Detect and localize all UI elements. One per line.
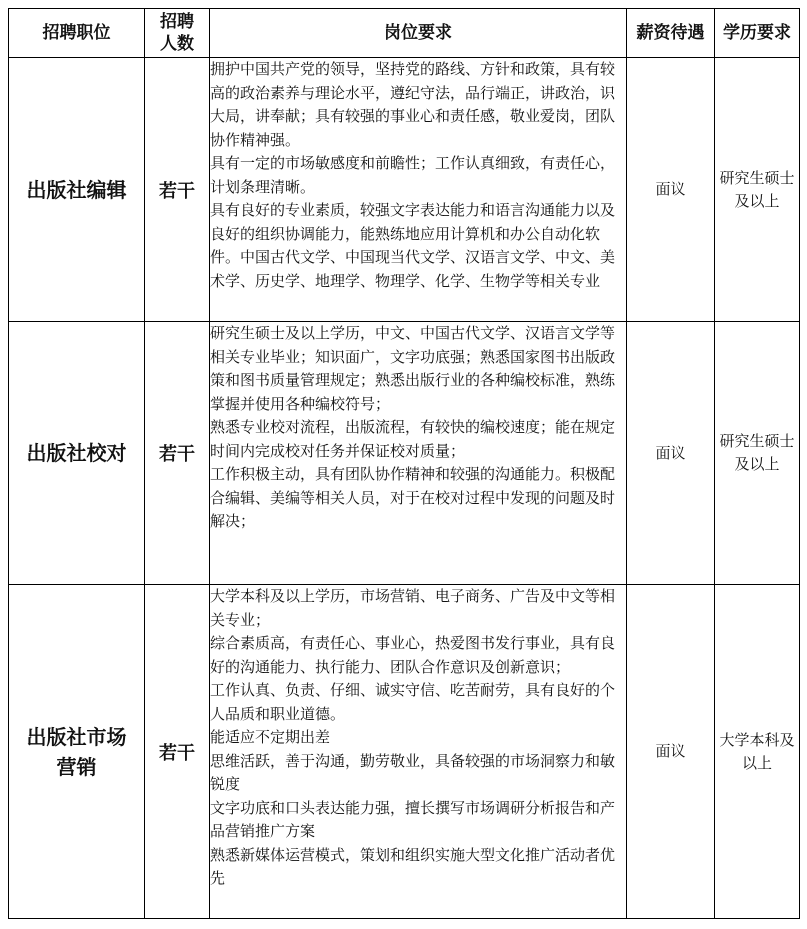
requirement-item: 具有良好的专业素质，较强文字表达能力和语言沟通能力以及良好的组织协调能力，能熟练地应用计算机和办公自动化软件。中国古代文学、中国现当代文学、汉语言文学、中文、美术学、历史学、地理学、物理学、化学、生物学等相关专业 [210, 201, 616, 290]
position-cell: 出版社校对 [9, 322, 145, 585]
header-row [9, 9, 800, 58]
header-position: 招聘职位 [9, 9, 145, 58]
position-cell: 出版社市场营销 [9, 585, 145, 919]
education-cell: 大学本科及以上 [715, 585, 800, 919]
education-cell: 研究生硕士及以上 [715, 322, 800, 585]
requirement-item: 工作认真、负责、仔细、诚实守信、吃苦耐劳，具有良好的个人品质和职业道德。 [210, 681, 616, 723]
salary-cell: 面议 [627, 58, 715, 322]
requirement-item: 能适应不定期出差 [210, 728, 331, 746]
count-cell: 若干 [145, 58, 210, 322]
header-count: 招聘人数 [145, 9, 210, 58]
education-cell: 研究生硕士及以上 [715, 58, 800, 322]
table-row [9, 585, 800, 919]
requirement-item: 具有一定的市场敏感度和前瞻性；工作认真细致，有责任心，计划条理清晰。 [210, 154, 616, 196]
position-cell: 出版社编辑 [9, 58, 145, 322]
recruitment-table [8, 8, 800, 919]
requirement-item: 熟悉新媒体运营模式，策划和组织实施大型文化推广活动者优先 [210, 845, 616, 887]
requirements-cell [210, 585, 627, 919]
header-requirements: 岗位要求 [210, 9, 627, 58]
count-cell: 若干 [145, 585, 210, 919]
header-education: 学历要求 [715, 9, 800, 58]
table-row [9, 58, 800, 322]
salary-cell: 面议 [627, 585, 715, 919]
requirements-cell [210, 322, 627, 585]
table-row [9, 322, 800, 585]
requirements-cell [210, 58, 627, 322]
requirement-item: 文字功底和口头表达能力强，擅长撰写市场调研分析报告和产品营销推广方案 [210, 798, 616, 840]
salary-cell: 面议 [627, 322, 715, 585]
requirement-item: 大学本科及以上学历，市场营销、电子商务、广告及中文等相关专业； [210, 587, 616, 629]
requirement-item: 研究生硕士及以上学历，中文、中国古代文学、汉语言文学等相关专业毕业；知识面广，文字功底强；熟悉国家图书出版政策和图书质量管理规定；熟悉出版行业的各种编校标准，熟练掌握并使用各种编校符号； [210, 324, 616, 413]
requirement-item: 工作积极主动，具有团队协作精神和较强的沟通能力。积极配合编辑、美编等相关人员，对于在校对过程中发现的问题及时解决； [210, 465, 616, 530]
requirement-item: 拥护中国共产党的领导，坚持党的路线、方针和政策，具有较高的政治素养与理论水平，遵纪守法，品行端正，讲政治，识大局，讲奉献；具有较强的事业心和责任感，敬业爱岗，团队协作精神强。 [210, 60, 616, 149]
header-salary: 薪资待遇 [627, 9, 715, 58]
requirement-item: 综合素质高，有责任心、事业心，热爱图书发行事业，具有良好的沟通能力、执行能力、团队合作意识及创新意识； [210, 634, 616, 676]
requirement-item: 熟悉专业校对流程，出版流程，有较快的编校速度；能在规定时间内完成校对任务并保证校对质量； [210, 418, 616, 460]
count-cell: 若干 [145, 322, 210, 585]
requirement-item: 思维活跃，善于沟通，勤劳敬业，具备较强的市场洞察力和敏锐度 [210, 751, 616, 793]
